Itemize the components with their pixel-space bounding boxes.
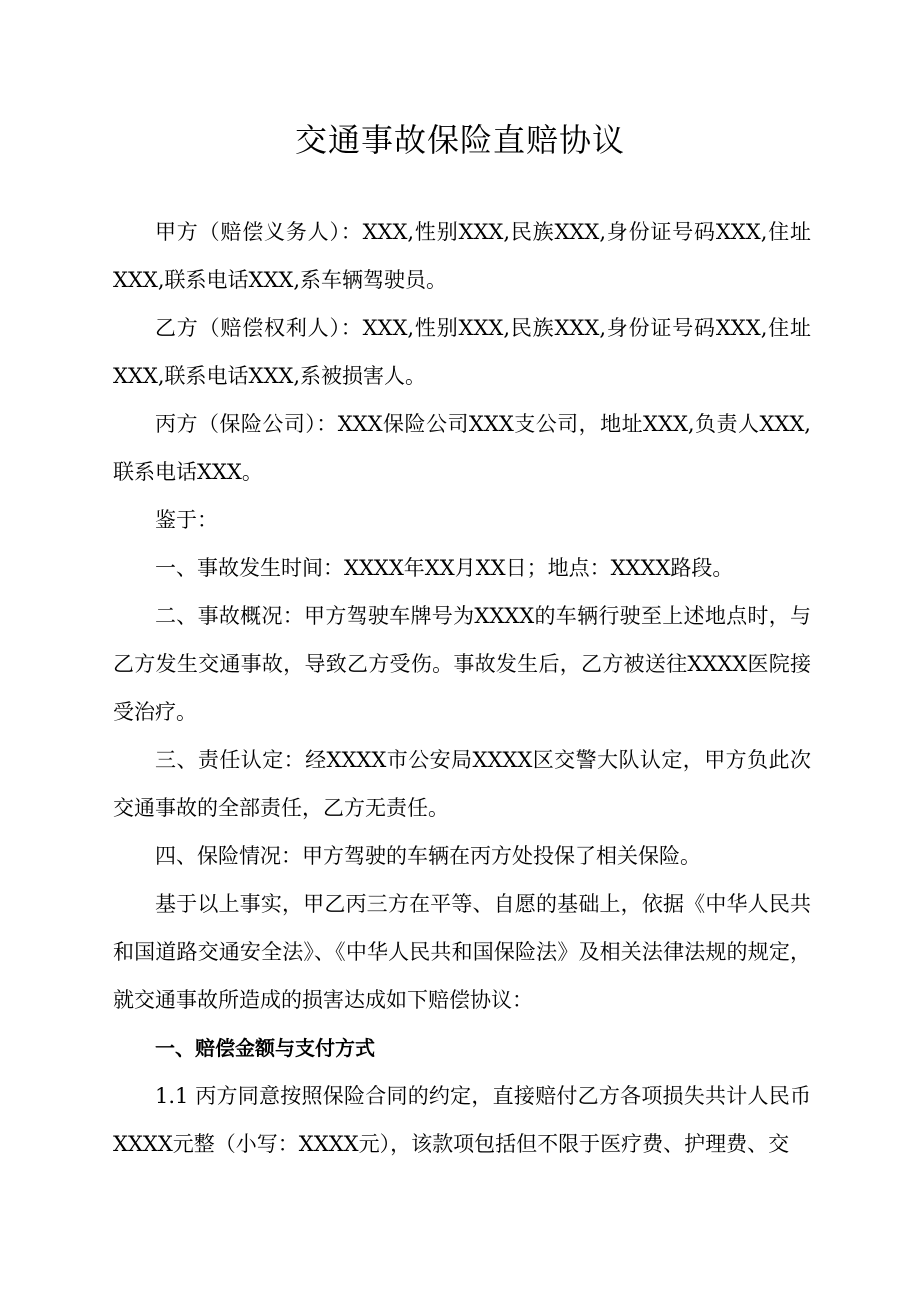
whereas-paragraph: 鉴于： (155, 508, 218, 532)
accident-summary-paragraph: 二、事故概况：甲方驾驶车牌号为XXXX的车辆行驶至上述地点时，与乙方发生交通事故，导致乙方受伤。事故发生后，乙方被送往XXXX医院接受治疗。 (113, 604, 811, 724)
insurance-paragraph: 四、保险情况：甲方驾驶的车辆在丙方处投保了相关保险。 (155, 844, 701, 868)
clause-1-1-paragraph: 1.1 丙方同意按照保险合同的约定，直接赔付乙方各项损失共计人民币XXXX元整（小写：XXXX元），该款项包括但不限于医疗费、护理费、交 (113, 1084, 811, 1156)
party-a-paragraph: 甲方（赔偿义务人）：XXX,性别XXX,民族XXX,身份证号码XXX,住址XXX,联系电话XXX,系车辆驾驶员。 (113, 220, 811, 292)
document-title: 交通事故保险直赔协议 (294, 121, 625, 159)
section-heading: 一、赔偿金额与支付方式 (155, 1036, 375, 1060)
liability-paragraph: 三、责任认定：经XXXX市公安局XXXX区交警大队认定，甲方负此次交通事故的全部责任，乙方无责任。 (113, 748, 811, 820)
document-body (113, 208, 811, 1168)
agreement-basis-paragraph: 基于以上事实，甲乙丙三方在平等、自愿的基础上，依据《中华人民共和国道路交通安全法》、《中华人民共和国保险法》及相关法律法规的规定，就交通事故所造成的损害达成如下赔偿协议： (113, 892, 811, 1012)
accident-time-paragraph: 一、事故发生时间：XXXX年XX月XX日；地点：XXXX路段。 (155, 556, 734, 580)
party-b-paragraph: 乙方（赔偿权利人）：XXX,性别XXX,民族XXX,身份证号码XXX,住址XXX,联系电话XXX,系被损害人。 (113, 316, 811, 388)
party-c-paragraph: 丙方（保险公司）：XXX保险公司XXX支公司，地址XXX,负责人XXX,联系电话XXX。 (113, 412, 811, 484)
